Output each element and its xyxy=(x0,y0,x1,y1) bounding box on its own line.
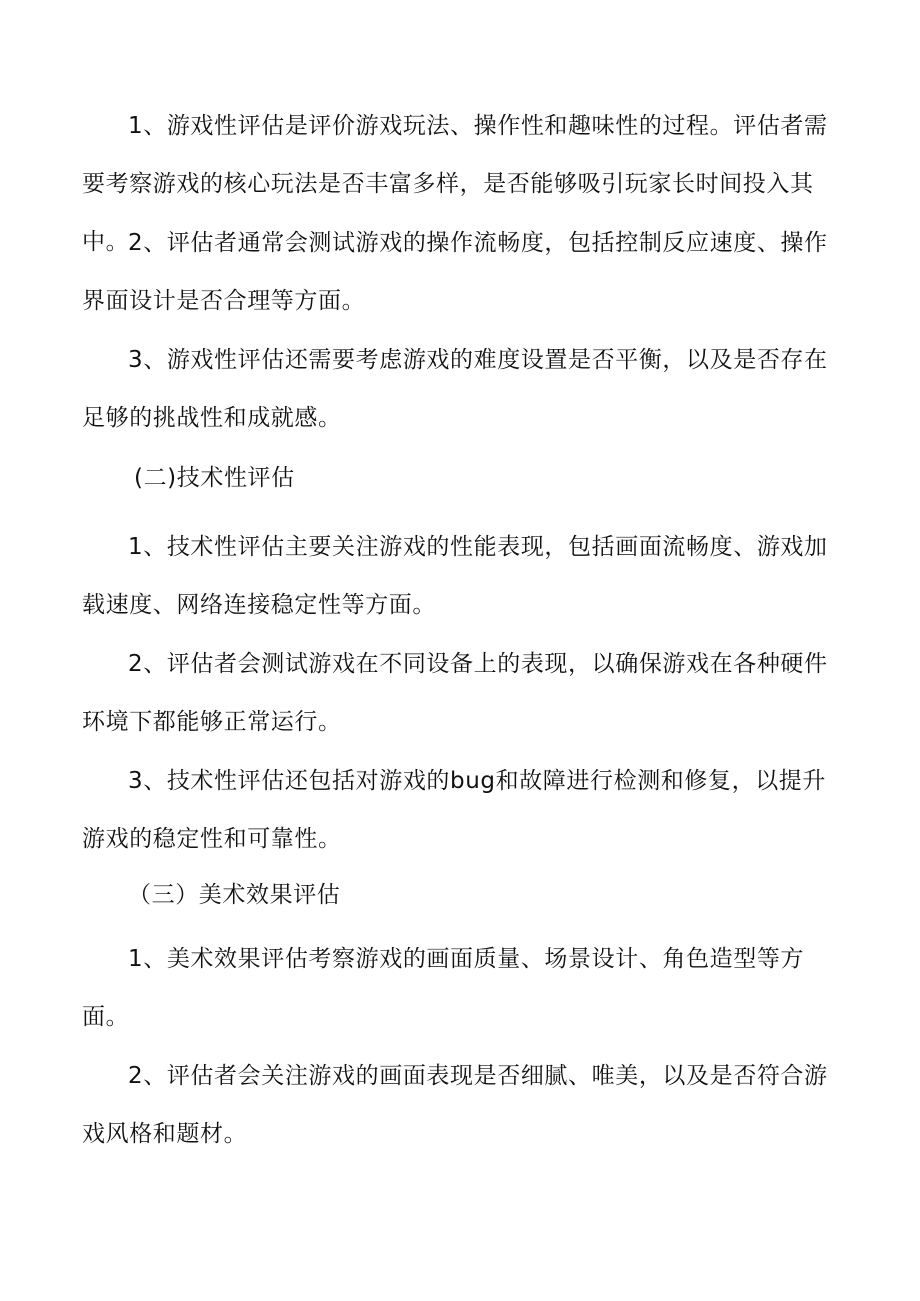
paragraph-gameplay-2: 2、评估者通常会测试游戏的操作流畅度，包括控制反应速度、操作界面设计是否合理等方面。 xyxy=(82,230,828,314)
paragraph-art-2: 2、评估者会关注游戏的画面表现是否细腻、唯美，以及是否符合游戏风格和题材。 xyxy=(82,1063,828,1147)
paragraph-art-1: 1、美术效果评估考察游戏的画面质量、场景设计、角色造型等方面。 xyxy=(82,946,805,1030)
paragraph-gameplay-1: 1、游戏性评估是评价游戏玩法、操作性和趣味性的过程。评估者需要考察游戏的核心玩法是否丰富多样，是否能够吸引玩家长时间投入其中。 xyxy=(82,113,828,255)
section-heading-technical: (二)技术性评估 xyxy=(134,465,295,491)
paragraph-technical-1: 1、技术性评估主要关注游戏的性能表现，包括画面流畅度、游戏加载速度、网络连接稳定性等方面。 xyxy=(82,534,828,618)
paragraph-gameplay-3: 3、游戏性评估还需要考虑游戏的难度设置是否平衡，以及是否存在足够的挑战性和成就感。 xyxy=(82,347,828,431)
paragraph-technical-2: 2、评估者会测试游戏在不同设备上的表现，以确保游戏在各种硬件环境下都能够正常运行。 xyxy=(82,651,828,735)
section-heading-art: （三）美术效果评估 xyxy=(128,882,341,908)
paragraph-technical-3: 3、技术性评估还包括对游戏的bug和故障进行检测和修复，以提升游戏的稳定性和可靠性。 xyxy=(82,768,827,852)
